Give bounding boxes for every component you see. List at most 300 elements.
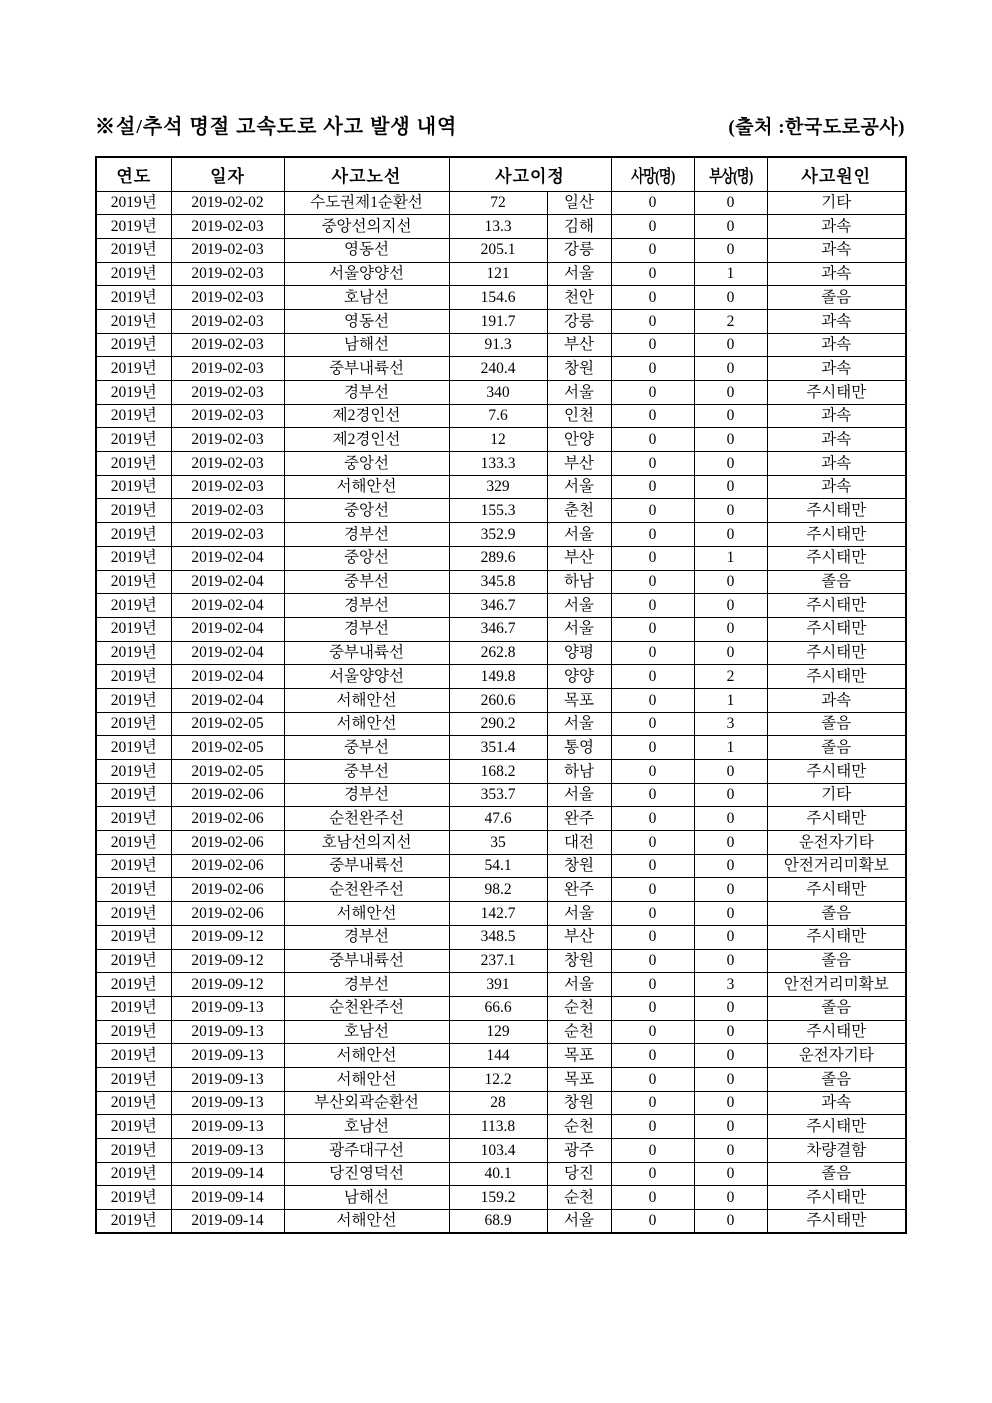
cell-milestone-km: 28 [449,1091,547,1115]
table-row [96,499,906,523]
cell-year: 2019년 [96,523,171,547]
table-row [96,381,906,405]
cell-year: 2019년 [96,570,171,594]
cell-date: 2019-02-06 [171,783,284,807]
cell-injuries: 3 [694,973,767,997]
cell-cause: 주시태만 [767,594,906,618]
table-row [96,878,906,902]
cell-cause: 졸음 [767,996,906,1020]
cell-injuries: 0 [694,1044,767,1068]
cell-milestone-km: 113.8 [449,1115,547,1139]
cell-deaths: 0 [611,309,694,333]
cell-milestone-direction: 부산 [547,452,611,476]
source-label: (출처 :한국도로공사) [728,117,905,138]
cell-date: 2019-09-13 [171,1139,284,1163]
cell-deaths: 0 [611,333,694,357]
cell-deaths: 0 [611,594,694,618]
cell-route: 남해선 [284,1186,449,1210]
cell-route: 경부선 [284,925,449,949]
cell-cause: 주시태만 [767,641,906,665]
table-row [96,973,906,997]
table-row [96,262,906,286]
table-row [96,570,906,594]
cell-date: 2019-09-12 [171,949,284,973]
table-row [96,996,906,1020]
cell-cause: 주시태만 [767,523,906,547]
cell-cause: 주시태만 [767,665,906,689]
cell-date: 2019-02-04 [171,641,284,665]
cell-route: 중부내륙선 [284,641,449,665]
cell-date: 2019-02-06 [171,807,284,831]
cell-milestone-direction: 부산 [547,333,611,357]
cell-injuries: 0 [694,617,767,641]
cell-injuries: 0 [694,760,767,784]
cell-date: 2019-02-03 [171,381,284,405]
cell-date: 2019-02-06 [171,902,284,926]
cell-injuries: 0 [694,404,767,428]
cell-route: 중부선 [284,570,449,594]
cell-milestone-direction: 창원 [547,357,611,381]
cell-date: 2019-02-03 [171,357,284,381]
cell-deaths: 0 [611,357,694,381]
cell-cause: 졸음 [767,286,906,310]
cell-milestone-km: 346.7 [449,617,547,641]
cell-deaths: 0 [611,570,694,594]
cell-route: 호남선 [284,286,449,310]
cell-cause: 과속 [767,404,906,428]
cell-deaths: 0 [611,688,694,712]
page-title: ※설/추석 명절 고속도로 사고 발생 내역 [95,116,458,138]
table-row [96,404,906,428]
cell-route: 순천완주선 [284,878,449,902]
table-row [96,665,906,689]
cell-year: 2019년 [96,760,171,784]
cell-milestone-direction: 당진 [547,1162,611,1186]
cell-milestone-direction: 춘천 [547,499,611,523]
cell-injuries: 0 [694,1067,767,1091]
cell-injuries: 0 [694,949,767,973]
table-row [96,452,906,476]
cell-deaths: 0 [611,925,694,949]
header-row [96,157,906,191]
cell-injuries: 0 [694,428,767,452]
cell-deaths: 0 [611,902,694,926]
title-row [95,110,905,139]
cell-milestone-km: 103.4 [449,1139,547,1163]
table-body [96,191,906,1233]
cell-year: 2019년 [96,309,171,333]
cell-injuries: 0 [694,641,767,665]
cell-date: 2019-09-14 [171,1186,284,1210]
cell-date: 2019-02-04 [171,546,284,570]
cell-milestone-direction: 창원 [547,949,611,973]
cell-year: 2019년 [96,1091,171,1115]
cell-milestone-direction: 순천 [547,996,611,1020]
cell-deaths: 0 [611,1139,694,1163]
cell-milestone-km: 260.6 [449,688,547,712]
cell-deaths: 0 [611,1044,694,1068]
cell-milestone-direction: 완주 [547,807,611,831]
table-row [96,1162,906,1186]
cell-milestone-km: 340 [449,381,547,405]
cell-cause: 주시태만 [767,617,906,641]
cell-deaths: 0 [611,1186,694,1210]
cell-injuries: 1 [694,546,767,570]
cell-route: 경부선 [284,523,449,547]
cell-milestone-km: 47.6 [449,807,547,831]
table-row [96,1210,906,1234]
cell-date: 2019-09-12 [171,973,284,997]
cell-year: 2019년 [96,736,171,760]
cell-deaths: 0 [611,523,694,547]
table-row [96,1044,906,1068]
cell-year: 2019년 [96,783,171,807]
cell-deaths: 0 [611,286,694,310]
cell-year: 2019년 [96,1186,171,1210]
cell-milestone-km: 91.3 [449,333,547,357]
cell-year: 2019년 [96,546,171,570]
cell-date: 2019-09-12 [171,925,284,949]
cell-date: 2019-02-03 [171,238,284,262]
cell-milestone-direction: 서울 [547,523,611,547]
cell-injuries: 0 [694,925,767,949]
cell-route: 경부선 [284,594,449,618]
table-row [96,641,906,665]
cell-milestone-km: 40.1 [449,1162,547,1186]
table-row [96,215,906,239]
cell-milestone-direction: 서울 [547,712,611,736]
cell-deaths: 0 [611,807,694,831]
cell-injuries: 1 [694,262,767,286]
cell-date: 2019-02-03 [171,428,284,452]
cell-milestone-direction: 광주 [547,1139,611,1163]
cell-milestone-direction: 김해 [547,215,611,239]
cell-milestone-km: 12 [449,428,547,452]
cell-milestone-km: 68.9 [449,1210,547,1234]
cell-route: 중부선 [284,736,449,760]
cell-cause: 과속 [767,688,906,712]
cell-year: 2019년 [96,428,171,452]
cell-cause: 과속 [767,428,906,452]
cell-date: 2019-09-13 [171,1115,284,1139]
table-row [96,1115,906,1139]
cell-route: 서해안선 [284,1067,449,1091]
cell-year: 2019년 [96,357,171,381]
cell-year: 2019년 [96,499,171,523]
header-milestone: 사고이정 [449,157,611,191]
cell-milestone-km: 129 [449,1020,547,1044]
table-row [96,1091,906,1115]
cell-date: 2019-02-03 [171,215,284,239]
cell-route: 중앙선 [284,452,449,476]
cell-year: 2019년 [96,238,171,262]
cell-injuries: 0 [694,854,767,878]
cell-cause: 주시태만 [767,1210,906,1234]
table-row [96,925,906,949]
cell-date: 2019-02-04 [171,570,284,594]
cell-milestone-km: 142.7 [449,902,547,926]
cell-year: 2019년 [96,1210,171,1234]
cell-deaths: 0 [611,1115,694,1139]
table-row [96,594,906,618]
cell-date: 2019-02-03 [171,404,284,428]
cell-route: 순천완주선 [284,807,449,831]
cell-route: 서해안선 [284,688,449,712]
cell-cause: 과속 [767,215,906,239]
table-row [96,357,906,381]
cell-cause: 안전거리미확보 [767,854,906,878]
table-row [96,1139,906,1163]
cell-milestone-km: 144 [449,1044,547,1068]
cell-milestone-km: 240.4 [449,357,547,381]
cell-milestone-km: 133.3 [449,452,547,476]
cell-year: 2019년 [96,594,171,618]
cell-date: 2019-02-04 [171,665,284,689]
cell-year: 2019년 [96,665,171,689]
cell-deaths: 0 [611,546,694,570]
cell-cause: 기타 [767,191,906,215]
cell-route: 서울양양선 [284,262,449,286]
cell-milestone-km: 348.5 [449,925,547,949]
cell-milestone-direction: 서울 [547,973,611,997]
cell-date: 2019-02-04 [171,617,284,641]
cell-milestone-direction: 목포 [547,688,611,712]
table-row [96,807,906,831]
cell-milestone-km: 353.7 [449,783,547,807]
cell-milestone-direction: 서울 [547,617,611,641]
cell-milestone-direction: 순천 [547,1115,611,1139]
cell-cause: 과속 [767,1091,906,1115]
cell-cause: 과속 [767,452,906,476]
cell-date: 2019-02-03 [171,452,284,476]
cell-route: 호남선 [284,1115,449,1139]
cell-cause: 졸음 [767,736,906,760]
cell-cause: 졸음 [767,1067,906,1091]
cell-year: 2019년 [96,404,171,428]
cell-injuries: 0 [694,1162,767,1186]
table-row [96,736,906,760]
cell-year: 2019년 [96,996,171,1020]
cell-route: 당진영덕선 [284,1162,449,1186]
cell-cause: 운전자기타 [767,1044,906,1068]
cell-injuries: 0 [694,570,767,594]
cell-cause: 과속 [767,475,906,499]
cell-date: 2019-09-13 [171,1044,284,1068]
cell-year: 2019년 [96,617,171,641]
cell-year: 2019년 [96,1067,171,1091]
table-row [96,309,906,333]
table-row [96,333,906,357]
cell-cause: 주시태만 [767,878,906,902]
cell-injuries: 0 [694,878,767,902]
cell-injuries: 0 [694,238,767,262]
cell-injuries: 0 [694,523,767,547]
cell-year: 2019년 [96,191,171,215]
cell-deaths: 0 [611,238,694,262]
cell-route: 서해안선 [284,902,449,926]
cell-milestone-km: 352.9 [449,523,547,547]
cell-milestone-km: 391 [449,973,547,997]
cell-deaths: 0 [611,404,694,428]
cell-year: 2019년 [96,1044,171,1068]
cell-milestone-direction: 순천 [547,1186,611,1210]
cell-milestone-direction: 서울 [547,475,611,499]
cell-injuries: 0 [694,996,767,1020]
cell-date: 2019-02-03 [171,309,284,333]
cell-year: 2019년 [96,973,171,997]
cell-milestone-direction: 하남 [547,570,611,594]
cell-year: 2019년 [96,712,171,736]
cell-cause: 주시태만 [767,1186,906,1210]
cell-route: 경부선 [284,381,449,405]
cell-date: 2019-02-06 [171,831,284,855]
cell-deaths: 0 [611,381,694,405]
cell-milestone-km: 205.1 [449,238,547,262]
cell-year: 2019년 [96,1139,171,1163]
cell-injuries: 0 [694,333,767,357]
cell-cause: 과속 [767,238,906,262]
cell-milestone-km: 289.6 [449,546,547,570]
cell-route: 중부내륙선 [284,949,449,973]
cell-injuries: 0 [694,475,767,499]
cell-cause: 차량결함 [767,1139,906,1163]
cell-injuries: 0 [694,381,767,405]
cell-injuries: 3 [694,712,767,736]
cell-deaths: 0 [611,973,694,997]
table-row [96,949,906,973]
cell-date: 2019-02-05 [171,736,284,760]
cell-route: 서해안선 [284,712,449,736]
cell-route: 중부내륙선 [284,357,449,381]
cell-route: 중앙선 [284,499,449,523]
cell-date: 2019-09-13 [171,996,284,1020]
header-date: 일자 [171,157,284,191]
cell-milestone-direction: 목포 [547,1044,611,1068]
cell-cause: 주시태만 [767,760,906,784]
cell-cause: 주시태만 [767,1115,906,1139]
cell-cause: 졸음 [767,949,906,973]
cell-injuries: 0 [694,215,767,239]
cell-milestone-direction: 하남 [547,760,611,784]
cell-year: 2019년 [96,949,171,973]
cell-milestone-km: 329 [449,475,547,499]
cell-year: 2019년 [96,854,171,878]
cell-date: 2019-09-13 [171,1020,284,1044]
cell-cause: 졸음 [767,570,906,594]
cell-date: 2019-02-06 [171,878,284,902]
cell-milestone-km: 66.6 [449,996,547,1020]
cell-deaths: 0 [611,617,694,641]
cell-milestone-km: 12.2 [449,1067,547,1091]
cell-cause: 주시태만 [767,499,906,523]
cell-injuries: 0 [694,1210,767,1234]
cell-cause: 운전자기타 [767,831,906,855]
cell-date: 2019-02-04 [171,594,284,618]
cell-date: 2019-02-03 [171,262,284,286]
cell-date: 2019-02-06 [171,854,284,878]
cell-route: 경부선 [284,973,449,997]
cell-route: 서해안선 [284,1210,449,1234]
table-row [96,286,906,310]
cell-deaths: 0 [611,831,694,855]
cell-cause: 과속 [767,262,906,286]
cell-injuries: 0 [694,499,767,523]
cell-date: 2019-02-03 [171,475,284,499]
cell-injuries: 1 [694,736,767,760]
cell-year: 2019년 [96,1115,171,1139]
cell-milestone-direction: 순천 [547,1020,611,1044]
cell-cause: 졸음 [767,712,906,736]
cell-milestone-direction: 서울 [547,262,611,286]
cell-milestone-direction: 부산 [547,925,611,949]
table-row [96,712,906,736]
cell-milestone-km: 262.8 [449,641,547,665]
cell-route: 서해안선 [284,475,449,499]
cell-route: 부산외곽순환선 [284,1091,449,1115]
cell-deaths: 0 [611,1067,694,1091]
cell-milestone-km: 346.7 [449,594,547,618]
cell-date: 2019-09-13 [171,1091,284,1115]
cell-deaths: 0 [611,191,694,215]
cell-cause: 주시태만 [767,546,906,570]
table-row [96,617,906,641]
cell-deaths: 0 [611,760,694,784]
cell-injuries: 0 [694,902,767,926]
cell-deaths: 0 [611,1162,694,1186]
cell-milestone-km: 7.6 [449,404,547,428]
table-row [96,854,906,878]
cell-cause: 과속 [767,309,906,333]
cell-milestone-direction: 양평 [547,641,611,665]
cell-deaths: 0 [611,1020,694,1044]
table-row [96,1020,906,1044]
cell-cause: 주시태만 [767,1020,906,1044]
table-row [96,546,906,570]
cell-milestone-direction: 천안 [547,286,611,310]
cell-date: 2019-09-14 [171,1210,284,1234]
cell-milestone-direction: 부산 [547,546,611,570]
cell-deaths: 0 [611,499,694,523]
table-row [96,475,906,499]
cell-injuries: 1 [694,688,767,712]
cell-milestone-direction: 강릉 [547,238,611,262]
cell-year: 2019년 [96,831,171,855]
cell-route: 경부선 [284,617,449,641]
cell-route: 호남선의지선 [284,831,449,855]
cell-year: 2019년 [96,807,171,831]
table-row [96,760,906,784]
cell-milestone-km: 72 [449,191,547,215]
cell-date: 2019-09-13 [171,1067,284,1091]
cell-year: 2019년 [96,452,171,476]
cell-milestone-km: 237.1 [449,949,547,973]
table-row [96,523,906,547]
cell-date: 2019-02-02 [171,191,284,215]
cell-milestone-km: 154.6 [449,286,547,310]
cell-route: 중앙선의지선 [284,215,449,239]
cell-deaths: 0 [611,262,694,286]
cell-injuries: 0 [694,452,767,476]
table-row [96,428,906,452]
cell-year: 2019년 [96,381,171,405]
cell-year: 2019년 [96,641,171,665]
cell-milestone-km: 159.2 [449,1186,547,1210]
cell-milestone-direction: 서울 [547,783,611,807]
cell-milestone-direction: 안양 [547,428,611,452]
cell-milestone-direction: 강릉 [547,309,611,333]
cell-injuries: 0 [694,807,767,831]
table-row [96,1067,906,1091]
